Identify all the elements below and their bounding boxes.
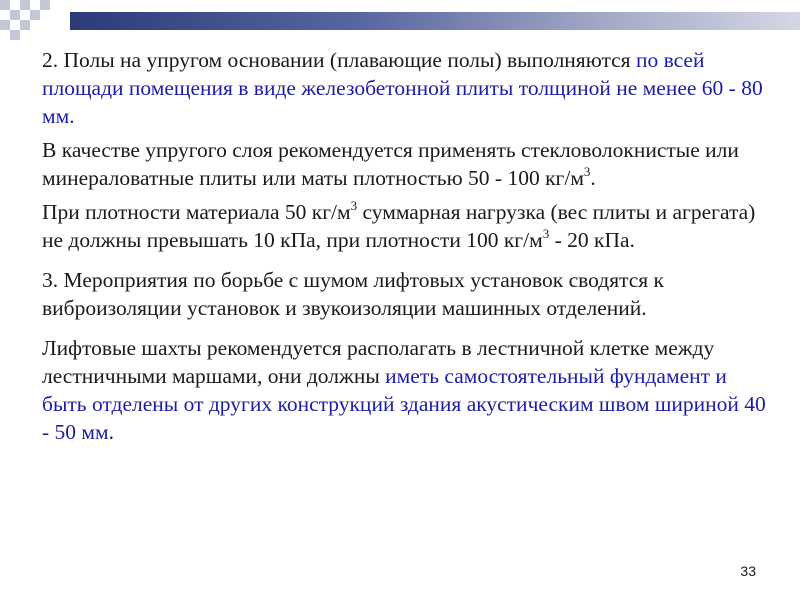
superscript: 3: [350, 197, 358, 213]
text-run: - 20 кПа.: [549, 228, 635, 252]
text-run: При плотности материала 50 кг/м: [42, 200, 351, 224]
paragraph-elevator-noise: [42, 266, 772, 322]
text-run: В качестве упругого слоя рекомендуется применять стекловолокнистые или минераловатные плиты или маты плотностью 50 - 100 кг/м: [42, 138, 739, 190]
highlighted-text: иметь самостоятельный фундамент и быть отделены от других конструкций здания акустическим швом шириной 40 - 50 мм: [42, 364, 766, 444]
header-bar: [0, 0, 800, 42]
header-gradient-bar: [70, 12, 800, 30]
highlighted-text: по всей площади помещения в виде железобетонной плиты толщиной не менее 60 - 80 мм.: [42, 48, 763, 128]
superscript: 3: [583, 163, 591, 179]
text-run: 2. Полы на упругом основании (плавающие полы) выполняются: [42, 48, 636, 72]
page-number: 33: [740, 563, 756, 579]
paragraph-load-limit: [42, 198, 772, 254]
paragraph-elastic-layer: [42, 136, 772, 192]
text-run: суммарная нагрузка (вес плиты и агрегата) не должны превышать 10 кПа, при плотности 100 кг/м: [42, 200, 756, 252]
text-run: 3. Мероприятия по борьбе с шумом лифтовых установок сводятся к виброизоляции установок и звукоизоляции машинных отделений.: [42, 268, 664, 320]
superscript: 3: [542, 225, 550, 241]
paragraph-elevator-shafts: [42, 334, 772, 446]
checker-pattern: [0, 0, 70, 42]
text-run: .: [108, 420, 114, 444]
text-run: .: [590, 166, 596, 190]
text-run: Лифтовые шахты рекомендуется располагать в лестничной клетке между лестничными маршами, они должны: [42, 336, 715, 388]
slide-body: [42, 46, 772, 452]
paragraph-floating-floors: [42, 46, 772, 130]
